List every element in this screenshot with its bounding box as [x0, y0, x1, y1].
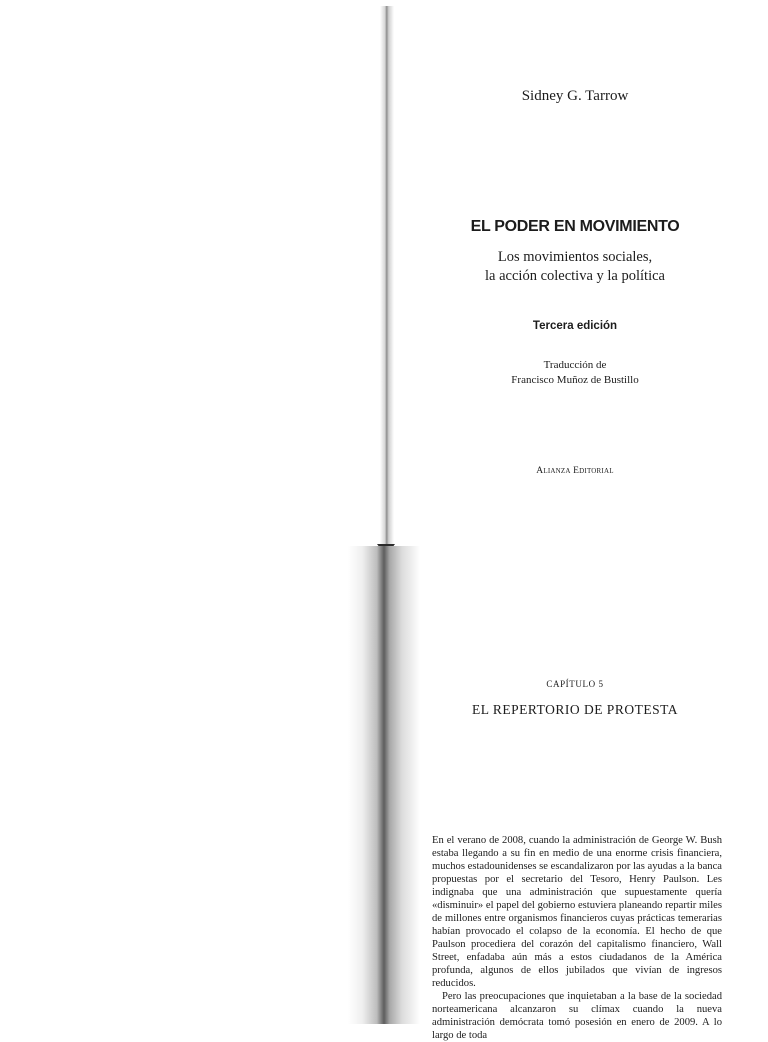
translation-label: Traducción de — [543, 359, 607, 371]
translator-name: Francisco Muñoz de Bustillo — [511, 374, 639, 386]
chapter-number: CAPÍTULO 5 — [546, 679, 604, 689]
translation-credit — [440, 358, 710, 388]
chapter-body — [432, 834, 722, 1042]
publisher-name: Alianza Editorial — [536, 466, 614, 476]
book-gutter-shadow-bottom — [348, 546, 420, 1024]
body-paragraph: Pero las preocupaciones que inquietaban a la base de la sociedad norteamericana alcanzaron su clímax cuando la nueva administración demócrata tomó posesión en enero de 2009. A lo largo de toda — [432, 991, 722, 1041]
subtitle-line: la acción colectiva y la política — [485, 268, 665, 284]
body-paragraph: En el verano de 2008, cuando la administración de George W. Bush estaba llegando a su fin en medio de una enorme crisis financiera, muchos estadounidenses se escandalizaron por las ayudas a la banca propuestas por el secretario del Tesoro, Henry Paulson. Les indignaba que una administración que supuestamente quería «disminuir» el papel del gobierno estuviera planeando repartir miles de millones entre organismos financieros cuyas prácticas temerarias habían provocado el colapso de la economía. El hecho de que Paulson procediera del corazón del capitalismo financiero, Wall Street, enfadaba aún más a estos ciudadanos de la América profunda, algunos de ellos jubilados que vivían de ingresos reducidos. — [432, 835, 722, 989]
chapter-title: EL REPERTORIO DE PROTESTA — [472, 702, 678, 717]
author-name: Sidney G. Tarrow — [521, 88, 629, 104]
book-title: EL PODER EN MOVIMIENTO — [470, 218, 680, 235]
book-subtitle — [440, 248, 710, 286]
subtitle-line: Los movimientos sociales, — [497, 249, 653, 265]
book-gutter-shadow-top — [380, 6, 394, 546]
edition-label: Tercera edición — [532, 320, 618, 332]
